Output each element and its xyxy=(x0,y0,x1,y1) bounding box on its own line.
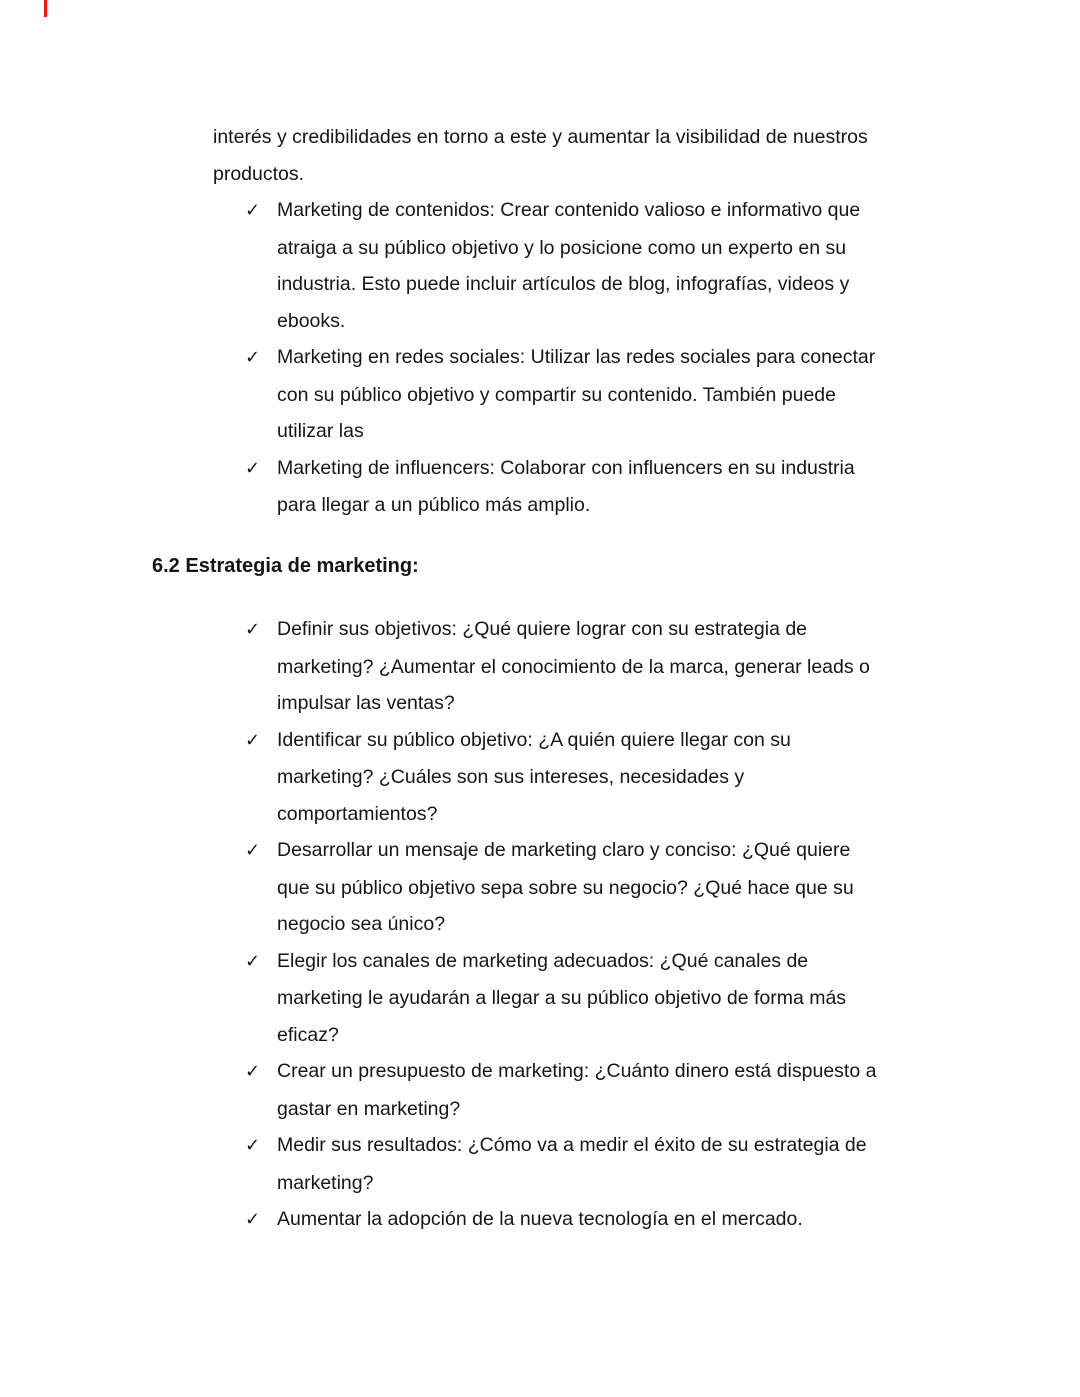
list-item xyxy=(245,339,1080,377)
list-item-text: Crear un presupuesto de marketing: ¿Cuánto dinero está dispuesto a xyxy=(277,1060,877,1082)
list-item xyxy=(245,722,1080,760)
list-item-text: Identificar su público objetivo: ¿A quién quiere llegar con su xyxy=(277,728,791,751)
list-item-line: que su público objetivo sepa sobre su negocio? ¿Qué hace que su xyxy=(277,876,854,899)
intro-paragraph-line: interés y credibilidades en torno a este y aumentar la visibilidad de nuestros xyxy=(213,126,868,148)
list-item-line: para llegar a un público más amplio. xyxy=(277,494,591,516)
checkmark-icon: ✓ xyxy=(245,347,261,368)
checkmark-icon: ✓ xyxy=(245,950,261,972)
list-item xyxy=(245,832,1080,870)
list-item xyxy=(245,611,1080,649)
checkmark-icon: ✓ xyxy=(245,1209,261,1230)
checkmark-icon: ✓ xyxy=(245,840,261,861)
list-item-line: gastar en marketing? xyxy=(277,1097,461,1120)
list-item-line: con su público objetivo y compartir su contenido. También puede xyxy=(277,383,836,406)
intro-paragraph-line: productos. xyxy=(213,162,305,185)
list-item-line: marketing le ayudarán a llegar a su público objetivo de forma más xyxy=(277,987,847,1009)
checkmark-icon: ✓ xyxy=(245,200,261,221)
checkmark-icon: ✓ xyxy=(245,457,261,479)
list-item-line: atraiga a su público objetivo y lo posicione como un experto en su xyxy=(277,236,847,259)
list-item-line: marketing? xyxy=(277,1171,374,1194)
checkmark-icon: ✓ xyxy=(245,1061,261,1082)
list-item-line: eficaz? xyxy=(277,1023,339,1046)
list-item-text: Marketing de contenidos: Crear contenido valioso e informativo que xyxy=(277,199,861,221)
section-heading: 6.2 Estrategia de marketing: xyxy=(152,554,419,577)
list-item-line: negocio sea único? xyxy=(277,913,446,935)
list-item-text: Marketing de influencers: Colaborar con influencers en su industria xyxy=(277,456,855,479)
list-item-text: Aumentar la adopción de la nueva tecnología en el mercado. xyxy=(277,1208,803,1230)
list-item-line: utilizar las xyxy=(277,420,364,442)
list-item-line: comportamientos? xyxy=(277,802,438,825)
list-item-text: Marketing en redes sociales: Utilizar las redes sociales para conectar xyxy=(277,346,876,368)
red-annotation-mark xyxy=(44,0,47,17)
list-item xyxy=(245,450,1080,488)
list-item-line: marketing? ¿Cuáles son sus intereses, necesidades y xyxy=(277,766,745,788)
list-item-line: marketing? ¿Aumentar el conocimiento de la marca, generar leads o xyxy=(277,655,870,678)
list-item xyxy=(245,1053,1080,1091)
checkmark-icon: ✓ xyxy=(245,619,261,640)
list-item-text: Definir sus objetivos: ¿Qué quiere lograr con su estrategia de xyxy=(277,618,808,640)
list-item-text: Elegir los canales de marketing adecuados: ¿Qué canales de xyxy=(277,949,809,972)
checkmark-icon: ✓ xyxy=(245,1135,261,1156)
checkmark-icon: ✓ xyxy=(245,729,261,751)
list-item-text: Medir sus resultados: ¿Cómo va a medir el éxito de su estrategia de xyxy=(277,1134,867,1156)
list-item xyxy=(245,192,1080,230)
list-item-line: industria. Esto puede incluir artículos de blog, infografías, videos y xyxy=(277,273,850,295)
list-item xyxy=(245,1201,1080,1239)
list-item-line: impulsar las ventas? xyxy=(277,692,455,714)
list-item xyxy=(245,943,1080,981)
list-item xyxy=(245,1127,1080,1165)
list-item-text: Desarrollar un mensaje de marketing claro y conciso: ¿Qué quiere xyxy=(277,839,851,861)
list-item-line: ebooks. xyxy=(277,309,346,332)
